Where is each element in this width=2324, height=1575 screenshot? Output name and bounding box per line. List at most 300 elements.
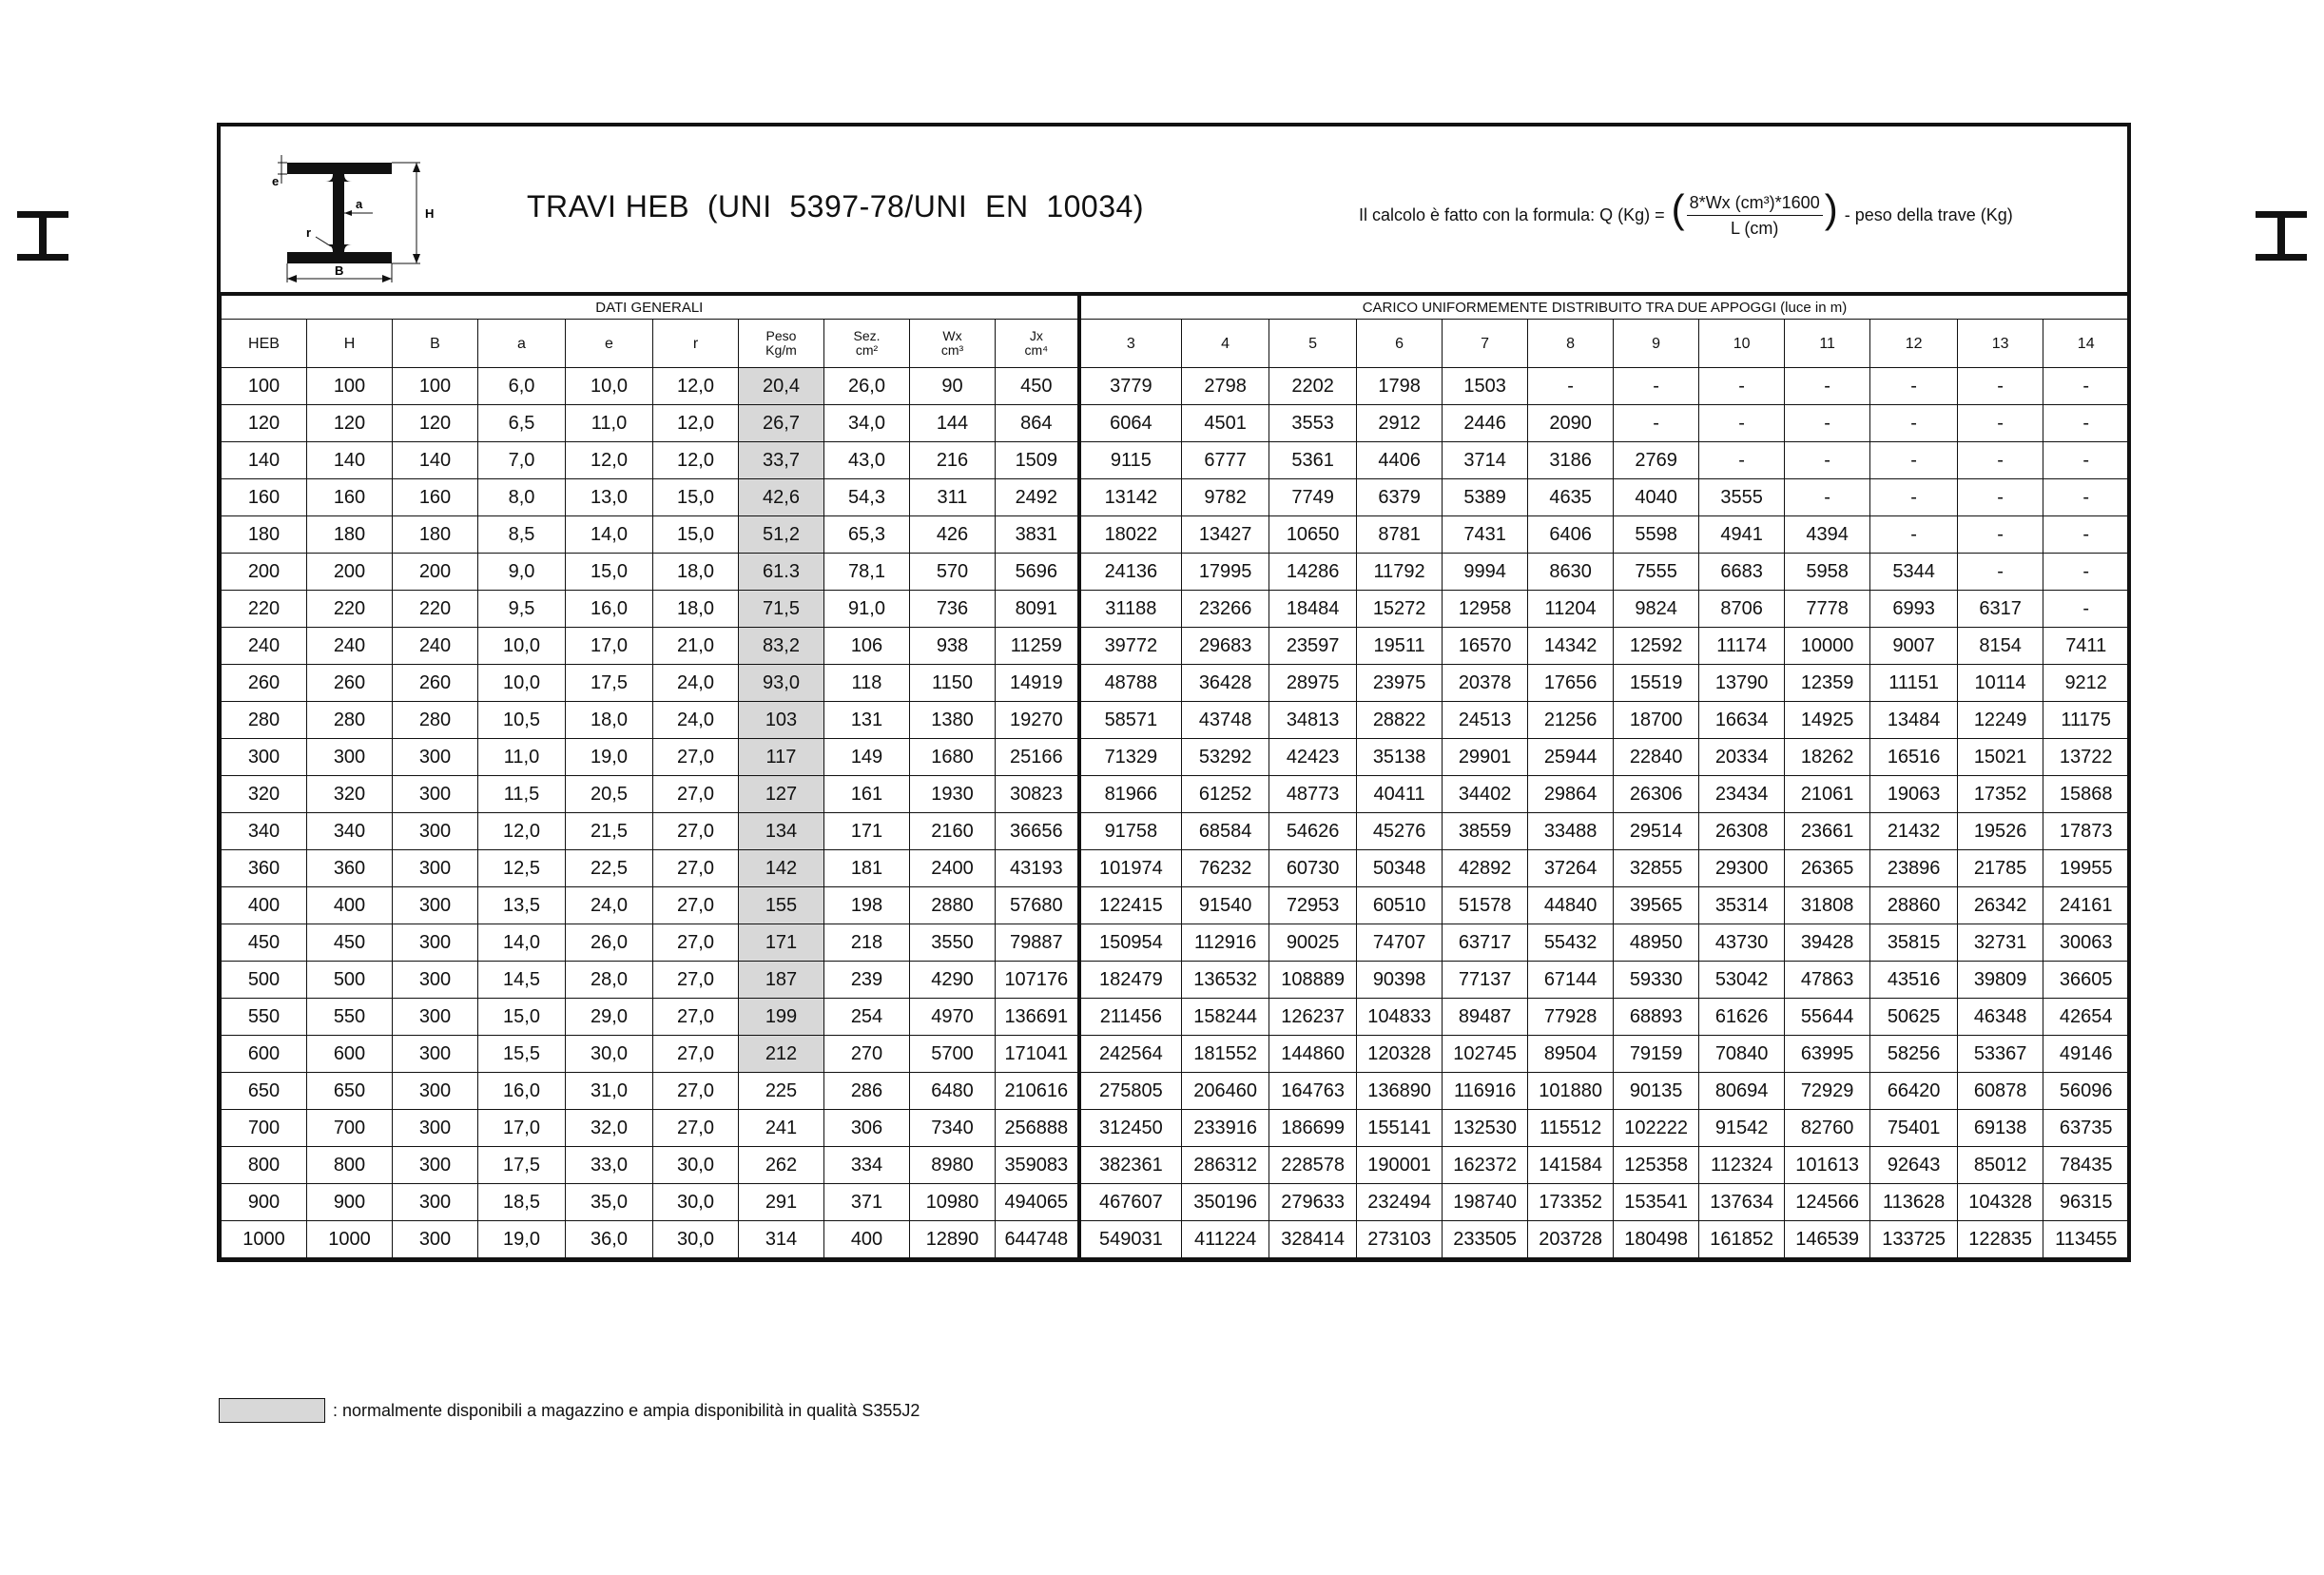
table-cell: 11151 (1870, 665, 1958, 702)
table-row (222, 665, 2129, 702)
column-header-label: Peso (765, 328, 797, 343)
table-cell: 8781 (1357, 516, 1443, 554)
table-cell: - (1614, 405, 1699, 442)
table-cell: 82760 (1785, 1110, 1870, 1147)
table-cell: 49146 (2043, 1036, 2129, 1073)
table-cell: 6683 (1699, 554, 1785, 591)
table-cell: 19063 (1870, 776, 1958, 813)
table-cell: 306 (824, 1110, 910, 1147)
table-cell: 21785 (1958, 850, 2043, 887)
table-cell: 10980 (910, 1184, 996, 1221)
table-cell: 254 (824, 999, 910, 1036)
table-cell: 11,0 (566, 405, 653, 442)
table-cell: 13790 (1699, 665, 1785, 702)
table-cell: 19,0 (566, 739, 653, 776)
table-cell: - (1785, 479, 1870, 516)
table-cell: 75401 (1870, 1110, 1958, 1147)
table-cell: 83,2 (739, 628, 824, 665)
table-cell: 6064 (1079, 405, 1182, 442)
table-cell: 35815 (1870, 924, 1958, 962)
table-cell: 186699 (1269, 1110, 1357, 1147)
table-cell: 218 (824, 924, 910, 962)
table-cell: 11174 (1699, 628, 1785, 665)
table-cell: 360 (307, 850, 393, 887)
table-cell: 120 (393, 405, 478, 442)
table-cell: 300 (393, 1110, 478, 1147)
group-header-load: CARICO UNIFORMEMENTE DISTRIBUITO TRA DUE APPOGGI (luce in m) (1079, 296, 2129, 320)
table-cell: 2400 (910, 850, 996, 887)
table-cell: 66420 (1870, 1073, 1958, 1110)
table-cell: 15,0 (566, 554, 653, 591)
table-cell: - (2043, 554, 2129, 591)
table-cell: 57680 (996, 887, 1079, 924)
table-cell: 45276 (1357, 813, 1443, 850)
table-cell: 4635 (1528, 479, 1614, 516)
table-cell: 27,0 (653, 1036, 739, 1073)
table-cell: 27,0 (653, 850, 739, 887)
table-cell: 104328 (1958, 1184, 2043, 1221)
table-cell: 300 (393, 813, 478, 850)
table-cell: 8,5 (478, 516, 566, 554)
table-cell: 76232 (1182, 850, 1269, 887)
table-cell: 104833 (1357, 999, 1443, 1036)
i-beam-icon (17, 211, 68, 261)
table-cell: 20334 (1699, 739, 1785, 776)
table-cell: - (2043, 591, 2129, 628)
table-cell: 39772 (1079, 628, 1182, 665)
table-cell: 17,0 (478, 1110, 566, 1147)
table-cell: 314 (739, 1221, 824, 1258)
table-cell: 31188 (1079, 591, 1182, 628)
table-row (222, 739, 2129, 776)
table-cell: 17873 (2043, 813, 2129, 850)
table-cell: - (1958, 516, 2043, 554)
table-cell: 3186 (1528, 442, 1614, 479)
table-cell: 300 (307, 739, 393, 776)
table-cell: 279633 (1269, 1184, 1357, 1221)
table-cell: 27,0 (653, 924, 739, 962)
table-cell: 89504 (1528, 1036, 1614, 1073)
table-cell: 2798 (1182, 368, 1269, 405)
table-cell: 124566 (1785, 1184, 1870, 1221)
table-cell: 12,5 (478, 850, 566, 887)
column-header: e (566, 320, 653, 368)
column-header (910, 320, 996, 368)
table-cell: 4290 (910, 962, 996, 999)
table-cell: 9212 (2043, 665, 2129, 702)
table-cell: 18,0 (653, 591, 739, 628)
table-cell: 3553 (1269, 405, 1357, 442)
table-cell: 300 (393, 887, 478, 924)
table-cell: - (1699, 405, 1785, 442)
table-cell: 3779 (1079, 368, 1182, 405)
table-cell: 91,0 (824, 591, 910, 628)
table-cell: 210616 (996, 1073, 1079, 1110)
table-cell: 108889 (1269, 962, 1357, 999)
table-cell: 12592 (1614, 628, 1699, 665)
table-cell: 2769 (1614, 442, 1699, 479)
table-cell: 233916 (1182, 1110, 1269, 1147)
table-cell: - (2043, 479, 2129, 516)
table-cell: 8706 (1699, 591, 1785, 628)
sheet-header (221, 126, 2127, 296)
table-cell: 43748 (1182, 702, 1269, 739)
table-cell: 85012 (1958, 1147, 2043, 1184)
diagram-label-b: B (335, 263, 344, 278)
table-cell: 181 (824, 850, 910, 887)
table-cell: 32855 (1614, 850, 1699, 887)
table-cell: 32,0 (566, 1110, 653, 1147)
table-cell: 132530 (1443, 1110, 1528, 1147)
table-cell: 27,0 (653, 739, 739, 776)
table-cell: 18,0 (566, 702, 653, 739)
table-row (222, 368, 2129, 405)
table-cell: 400 (824, 1221, 910, 1258)
table-cell: 79887 (996, 924, 1079, 962)
table-cell: 280 (222, 702, 307, 739)
table-cell: 38559 (1443, 813, 1528, 850)
table-cell: 17,5 (478, 1147, 566, 1184)
table-cell: 10650 (1269, 516, 1357, 554)
table-cell: - (2043, 442, 2129, 479)
table-cell: 700 (307, 1110, 393, 1147)
table-cell: 39428 (1785, 924, 1870, 962)
table-cell: 160 (307, 479, 393, 516)
table-cell: 155 (739, 887, 824, 924)
table-cell: 42654 (2043, 999, 2129, 1036)
table-row (222, 1221, 2129, 1258)
table-cell: 350196 (1182, 1184, 1269, 1221)
column-header-unit: cm³ (940, 342, 964, 358)
table-cell: 6317 (1958, 591, 2043, 628)
table-cell: 14286 (1269, 554, 1357, 591)
table-cell: 120328 (1357, 1036, 1443, 1073)
table-cell: 120 (222, 405, 307, 442)
table-cell: 51,2 (739, 516, 824, 554)
table-cell: 112324 (1699, 1147, 1785, 1184)
table-cell: 13722 (2043, 739, 2129, 776)
table-cell: 140 (222, 442, 307, 479)
table-cell: 232494 (1357, 1184, 1443, 1221)
table-cell: 27,0 (653, 962, 739, 999)
group-header-general: DATI GENERALI (222, 296, 1079, 320)
table-cell: 2202 (1269, 368, 1357, 405)
table-cell: 15021 (1958, 739, 2043, 776)
table-cell: 199 (739, 999, 824, 1036)
column-header-label: Sez. (853, 328, 881, 343)
table-cell: 28860 (1870, 887, 1958, 924)
table-row (222, 405, 2129, 442)
table-cell: 5696 (996, 554, 1079, 591)
table-cell: 3714 (1443, 442, 1528, 479)
table-cell: 19270 (996, 702, 1079, 739)
table-cell: 340 (222, 813, 307, 850)
table-cell: 273103 (1357, 1221, 1443, 1258)
table-cell: 34,0 (824, 405, 910, 442)
table-cell: 11,0 (478, 739, 566, 776)
table-cell: 6379 (1357, 479, 1443, 516)
table-cell: 43,0 (824, 442, 910, 479)
table-cell: 200 (307, 554, 393, 591)
column-header: B (393, 320, 478, 368)
table-cell: 20,5 (566, 776, 653, 813)
table-cell: 21061 (1785, 776, 1870, 813)
table-cell: 300 (393, 999, 478, 1036)
table-cell: 11259 (996, 628, 1079, 665)
table-cell: 7431 (1443, 516, 1528, 554)
table-cell: 9115 (1079, 442, 1182, 479)
column-header (824, 320, 910, 368)
table-cell: 5344 (1870, 554, 1958, 591)
table-cell: 260 (393, 665, 478, 702)
table-cell: 13484 (1870, 702, 1958, 739)
table-row (222, 1036, 2129, 1073)
table-cell: 53367 (1958, 1036, 2043, 1073)
table-cell: 116916 (1443, 1073, 1528, 1110)
table-cell: 10,0 (566, 368, 653, 405)
table-cell: 5700 (910, 1036, 996, 1073)
table-cell: - (2043, 516, 2129, 554)
table-cell: 160 (222, 479, 307, 516)
table-cell: 173352 (1528, 1184, 1614, 1221)
table-row (222, 962, 2129, 999)
table-cell: 14,0 (478, 924, 566, 962)
table-cell: 12,0 (653, 405, 739, 442)
table-cell: 55432 (1528, 924, 1614, 962)
table-cell: 51578 (1443, 887, 1528, 924)
heb-data-table (221, 296, 2129, 1258)
table-cell: 141584 (1528, 1147, 1614, 1184)
table-cell: - (1870, 442, 1958, 479)
table-cell: 2492 (996, 479, 1079, 516)
table-cell: 23896 (1870, 850, 1958, 887)
table-cell: 27,0 (653, 776, 739, 813)
table-cell: 42423 (1269, 739, 1357, 776)
table-cell: 29683 (1182, 628, 1269, 665)
table-cell: 180 (222, 516, 307, 554)
table-cell: 300 (393, 1073, 478, 1110)
table-cell: 7340 (910, 1110, 996, 1147)
table-cell: 800 (222, 1147, 307, 1184)
table-cell: 275805 (1079, 1073, 1182, 1110)
table-cell: - (1870, 368, 1958, 405)
diagram-label-r: r (306, 225, 312, 240)
table-cell: 30823 (996, 776, 1079, 813)
table-cell: 220 (393, 591, 478, 628)
table-cell: 11175 (2043, 702, 2129, 739)
table-cell: 8980 (910, 1147, 996, 1184)
table-cell: - (1785, 405, 1870, 442)
table-cell: 426 (910, 516, 996, 554)
table-cell: 53292 (1182, 739, 1269, 776)
table-cell: 90135 (1614, 1073, 1699, 1110)
table-cell: 35138 (1357, 739, 1443, 776)
table-cell: 23597 (1269, 628, 1357, 665)
table-row (222, 591, 2129, 628)
table-cell: 24,0 (566, 887, 653, 924)
table-cell: 171 (739, 924, 824, 962)
table-cell: 241 (739, 1110, 824, 1147)
table-cell: 200 (222, 554, 307, 591)
table-cell: 270 (824, 1036, 910, 1073)
table-cell: 25944 (1528, 739, 1614, 776)
table-cell: 58256 (1870, 1036, 1958, 1073)
table-cell: 15,0 (653, 479, 739, 516)
table-row (222, 1184, 2129, 1221)
table-cell: 19526 (1958, 813, 2043, 850)
table-cell: 240 (393, 628, 478, 665)
table-cell: 16634 (1699, 702, 1785, 739)
table-cell: 37264 (1528, 850, 1614, 887)
table-cell: 6,5 (478, 405, 566, 442)
table-cell: 6406 (1528, 516, 1614, 554)
table-cell: 117 (739, 739, 824, 776)
table-cell: 15272 (1357, 591, 1443, 628)
table-cell: 14342 (1528, 628, 1614, 665)
table-cell: 140 (393, 442, 478, 479)
table-cell: 27,0 (653, 999, 739, 1036)
table-cell: 36428 (1182, 665, 1269, 702)
table-cell: 22,5 (566, 850, 653, 887)
table-cell: 216 (910, 442, 996, 479)
table-cell: 14,5 (478, 962, 566, 999)
table-cell: 1798 (1357, 368, 1443, 405)
table-cell: 15519 (1614, 665, 1699, 702)
table-cell: 206460 (1182, 1073, 1269, 1110)
span-header: 9 (1614, 320, 1699, 368)
table-cell: - (1958, 442, 2043, 479)
table-cell: 30,0 (566, 1036, 653, 1073)
table-cell: 91758 (1079, 813, 1182, 850)
heb-table-sheet (217, 123, 2131, 1262)
table-cell: 133725 (1870, 1221, 1958, 1258)
table-row (222, 702, 2129, 739)
table-cell: 23266 (1182, 591, 1269, 628)
table-cell: 68584 (1182, 813, 1269, 850)
table-cell: 24513 (1443, 702, 1528, 739)
table-cell: 126237 (1269, 999, 1357, 1036)
table-cell: - (1870, 405, 1958, 442)
table-cell: 115512 (1528, 1110, 1614, 1147)
table-cell: 77137 (1443, 962, 1528, 999)
table-cell: 53042 (1699, 962, 1785, 999)
table-cell: 90 (910, 368, 996, 405)
table-cell: 211456 (1079, 999, 1182, 1036)
table-cell: 15,0 (653, 516, 739, 554)
table-cell: 7,0 (478, 442, 566, 479)
table-cell: 26365 (1785, 850, 1870, 887)
table-cell: 29300 (1699, 850, 1785, 887)
table-cell: 494065 (996, 1184, 1079, 1221)
table-cell: - (1958, 554, 2043, 591)
table-cell: 700 (222, 1110, 307, 1147)
table-cell: 27,0 (653, 1073, 739, 1110)
table-cell: 300 (393, 962, 478, 999)
formula-numerator: 8*Wx (cm³)*1600 (1687, 193, 1823, 216)
table-cell: 2912 (1357, 405, 1443, 442)
table-cell: 26,7 (739, 405, 824, 442)
table-cell: 19511 (1357, 628, 1443, 665)
table-cell: 9782 (1182, 479, 1269, 516)
table-cell: 12,0 (653, 368, 739, 405)
table-cell: 1503 (1443, 368, 1528, 405)
table-cell: 300 (393, 1221, 478, 1258)
table-cell: 6777 (1182, 442, 1269, 479)
table-cell: 113455 (2043, 1221, 2129, 1258)
table-cell: 35,0 (566, 1184, 653, 1221)
table-cell: 7778 (1785, 591, 1870, 628)
span-header: 4 (1182, 320, 1269, 368)
table-cell: 550 (222, 999, 307, 1036)
table-cell: 3555 (1699, 479, 1785, 516)
table-row (222, 887, 2129, 924)
table-cell: 27,0 (653, 813, 739, 850)
table-row (222, 850, 2129, 887)
table-cell: 200 (393, 554, 478, 591)
table-cell: 29864 (1528, 776, 1614, 813)
table-cell: 18022 (1079, 516, 1182, 554)
table-row (222, 1073, 2129, 1110)
table-cell: 43730 (1699, 924, 1785, 962)
span-header: 5 (1269, 320, 1357, 368)
table-cell: 1000 (307, 1221, 393, 1258)
table-cell: 8,0 (478, 479, 566, 516)
table-cell: 61626 (1699, 999, 1785, 1036)
page-title: TRAVI HEB (UNI 5397-78/UNI EN 10034) (527, 189, 1144, 224)
table-cell: 100 (222, 368, 307, 405)
table-cell: 180 (393, 516, 478, 554)
table-cell: 190001 (1357, 1147, 1443, 1184)
table-cell: 181552 (1182, 1036, 1269, 1073)
table-cell: 411224 (1182, 1221, 1269, 1258)
table-cell: 4040 (1614, 479, 1699, 516)
table-cell: 68893 (1614, 999, 1699, 1036)
table-cell: 3831 (996, 516, 1079, 554)
table-cell: 12249 (1958, 702, 2043, 739)
table-cell: 36656 (996, 813, 1079, 850)
table-cell: 24136 (1079, 554, 1182, 591)
table-cell: 8154 (1958, 628, 2043, 665)
table-cell: 26342 (1958, 887, 2043, 924)
table-cell: 18,0 (653, 554, 739, 591)
table-cell: 233505 (1443, 1221, 1528, 1258)
table-cell: 13142 (1079, 479, 1182, 516)
table-cell: 467607 (1079, 1184, 1182, 1221)
table-cell: 286 (824, 1073, 910, 1110)
table-cell: 39565 (1614, 887, 1699, 924)
table-row (222, 1110, 2129, 1147)
table-cell: - (1958, 368, 2043, 405)
table-cell: 650 (307, 1073, 393, 1110)
table-cell: 39809 (1958, 962, 2043, 999)
table-cell: 70840 (1699, 1036, 1785, 1073)
table-cell: 67144 (1528, 962, 1614, 999)
table-cell: 28975 (1269, 665, 1357, 702)
table-cell: 60510 (1357, 887, 1443, 924)
table-cell: 125358 (1614, 1147, 1699, 1184)
table-cell: - (1870, 516, 1958, 554)
table-cell: 225 (739, 1073, 824, 1110)
table-cell: 101613 (1785, 1147, 1870, 1184)
table-cell: 800 (307, 1147, 393, 1184)
span-header: 8 (1528, 320, 1614, 368)
table-cell: 13,5 (478, 887, 566, 924)
table-cell: 23661 (1785, 813, 1870, 850)
table-cell: 300 (393, 850, 478, 887)
table-cell: 260 (222, 665, 307, 702)
table-cell: 136691 (996, 999, 1079, 1036)
column-header-label: Jx (1029, 328, 1043, 343)
